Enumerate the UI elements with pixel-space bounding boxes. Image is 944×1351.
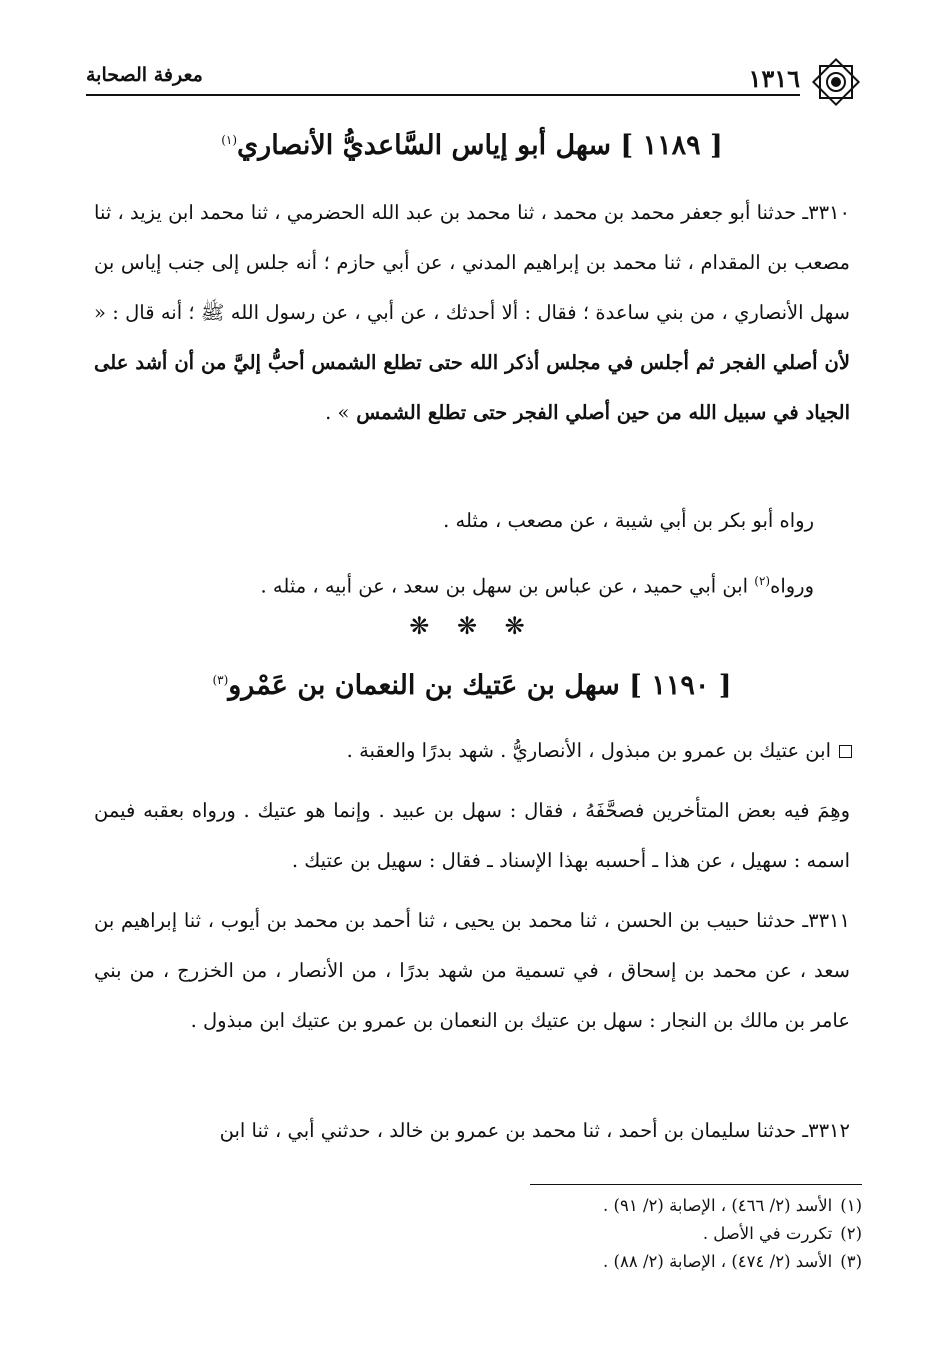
narration-text: ورواه <box>770 574 814 598</box>
intro-text: ابن عتيك بن عمرو بن مبذول ، الأنصاريُّ . شهد بدرًا والعقبة . <box>346 739 831 762</box>
footnote <box>342 1220 862 1248</box>
footnote <box>342 1248 862 1276</box>
hadith-3311 <box>94 896 850 1046</box>
narration-text: ابن أبي حميد ، عن عباس بن سهل بن سعد ، عن أبيه ، مثله . <box>260 574 755 598</box>
footnote-label: (٣) <box>840 1252 862 1271</box>
footnote-label: (٢) <box>840 1224 862 1243</box>
hadith-number: ٣٣١١ <box>808 909 850 932</box>
entry-intro <box>94 726 852 776</box>
footnote-ref: (٢) <box>754 574 771 588</box>
hadith-matn: لأن أصلي الفجر ثم أجلس في مجلس أذكر الله حتى تطلع الشمس أحبُّ إليَّ من أن أشد على الجياد في سبيل الله من حين أصلي الفجر حتى تطلع الشمس <box>94 351 850 424</box>
narration-line: رواه أبو بكر بن أبي شيبة ، عن مصعب ، مثله . <box>443 509 814 532</box>
page-number: ١٣١٦ <box>748 64 800 93</box>
hadith-number: ٣٣١٢ <box>808 1119 850 1142</box>
hadith-number: ٣٣١٠ <box>808 201 850 224</box>
hadith-3310 <box>94 188 850 438</box>
hadith-end: » . <box>325 401 350 424</box>
header-rule <box>86 94 800 96</box>
ornament-icon <box>808 54 864 110</box>
hadith-3312 <box>94 1106 850 1156</box>
footnote-rule <box>530 1184 862 1185</box>
square-bullet-icon <box>839 745 852 758</box>
entry-title-text: [ ١١٨٩ ] سهل أبو إياس السَّاعديُّ الأنصاري <box>237 130 723 161</box>
footnote <box>342 1192 862 1220</box>
hadith-text: ـ حدثنا حبيب بن الحسن ، ثنا محمد بن يحيى ، ثنا أحمد بن محمد بن أيوب ، ثنا إبراهيم بن سعد ، عن محمد بن إسحاق ، في تسمية من شهد بدرًا ، من الأنصار ، من الخزرج ، من بني عامر بن مالك بن النجار : سهل بن عتيك بن النعمان بن عمرو بن عتيك ابن مبذول . <box>94 909 850 1032</box>
section-separator: ❋ ❋ ❋ <box>409 612 535 640</box>
footnote-label: (١) <box>840 1196 862 1215</box>
entry-title-text: [ ١١٩٠ ] سهل بن عَتيك بن النعمان بن عَمْرو <box>228 670 732 701</box>
footnote-ref: (٣) <box>212 673 229 687</box>
running-header <box>86 58 858 98</box>
hadith-text: ـ حدثنا سليمان بن أحمد ، ثنا محمد بن عمرو بن خالد ، حدثني أبي ، ثنا ابن <box>219 1119 809 1142</box>
editor-comment: وهِمَ فيه بعض المتأخرين فصحَّفَهُ ، فقال : سهل بن عبيد . وإنما هو عتيك . ورواه بعقبه فيمن اسمه : سهيل ، عن هذا ـ أحسبه بهذا الإسناد ـ فقال : سهيل بن عتيك . <box>94 799 850 872</box>
footnote-text: الأسد (٢/ ٤٦٦) ، الإصابة (٢/ ٩١) . <box>603 1196 833 1215</box>
footnote-text: تكررت في الأصل . <box>702 1224 833 1243</box>
footnote-ref: (١) <box>221 133 238 147</box>
entry-title-1189 <box>80 130 864 161</box>
entry-title-1190 <box>80 670 864 701</box>
narration-line <box>94 556 814 612</box>
footnotes <box>342 1192 862 1276</box>
hadith-chain: ـ حدثنا أبو جعفر محمد بن محمد ، ثنا محمد بن عبد الله الحضرمي ، ثنا محمد ابن يزيد ، ثنا مصعب بن المقدام ، ثنا محمد بن إبراهيم المدني ، عن أبي حازم ؛ أنه جلس إلى جنب إياس بن سهل الأنصاري ، من بني ساعدة ؛ فقال : ألا أحدثك ، عن أبي ، عن رسول الله ﷺ ؛ أنه قال : « <box>94 201 850 324</box>
book-title: معرفة الصحابة <box>86 64 203 86</box>
footnote-text: الأسد (٢/ ٤٧٤) ، الإصابة (٢/ ٨٨) . <box>603 1252 833 1271</box>
